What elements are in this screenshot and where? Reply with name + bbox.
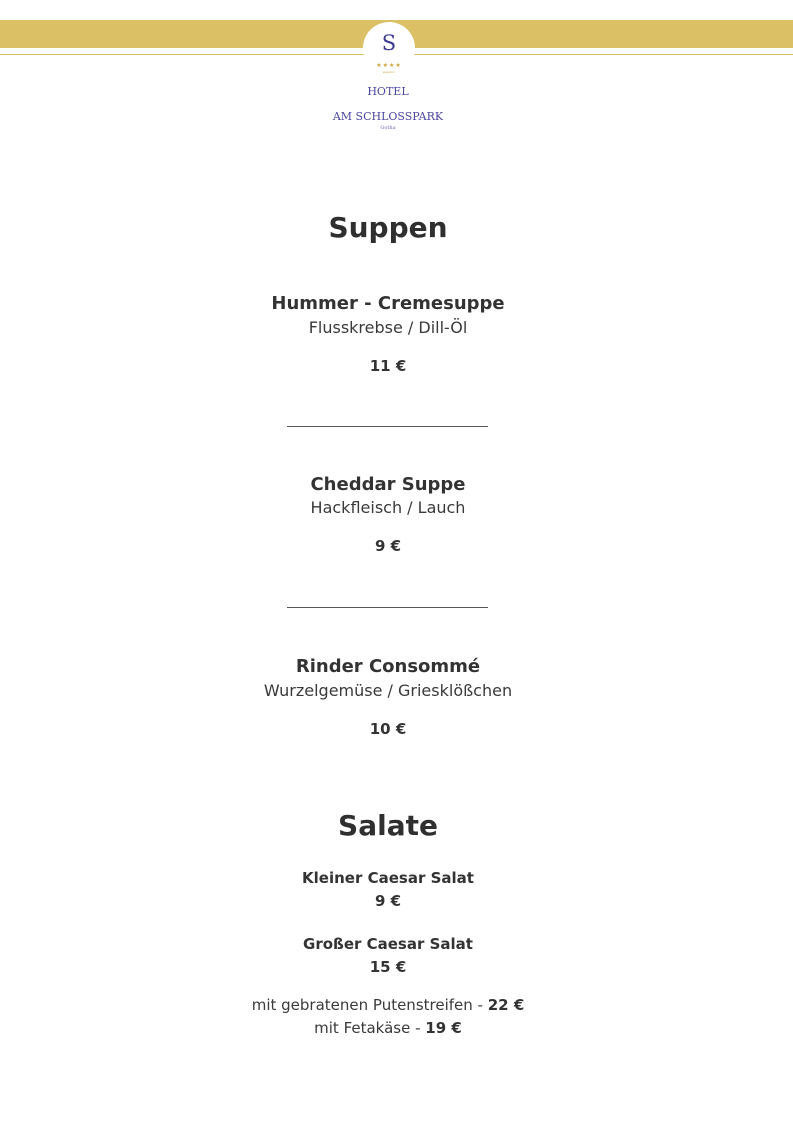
salad-extra-label: mit Fetakäse -: [314, 1019, 426, 1037]
section-title-soups: Suppen: [328, 211, 448, 244]
soup-item-name: Cheddar Suppe: [310, 474, 466, 495]
salad-extra-option: [0, 994, 776, 1016]
salad-item-price: 15 €: [369, 958, 407, 976]
soup-item-price: 11 €: [369, 357, 407, 375]
salad-item-price: 9 €: [374, 892, 402, 910]
section-title-salads: Salate: [338, 809, 438, 842]
salad-item-name: Großer Caesar Salat: [303, 935, 473, 953]
hotel-logo-city: Gotha: [380, 125, 396, 131]
salad-extra-price: 19 €: [425, 1019, 462, 1037]
menu-divider: [287, 426, 488, 427]
salad-extra-label: mit gebratenen Putenstreifen -: [251, 996, 488, 1014]
salad-extra-option: [0, 1017, 776, 1039]
menu-divider: [287, 607, 488, 608]
soup-item-desc: Hackfleisch / Lauch: [310, 498, 466, 517]
soup-item-price: 10 €: [369, 720, 407, 738]
soup-item-name: Hummer - Cremesuppe: [271, 293, 505, 314]
salad-extra-price: 22 €: [487, 996, 525, 1014]
soup-item-desc: Flusskrebse / Dill-Öl: [308, 318, 468, 337]
soup-item-name: Rinder Consommé: [295, 656, 481, 677]
soup-item-price: 9 €: [374, 537, 402, 555]
hotel-logo-line2: AM SCHLOSSPARK: [332, 110, 444, 123]
hotel-logo-line1: HOTEL: [367, 85, 409, 98]
hotel-logo-letter: S: [381, 31, 397, 55]
salad-item-name: Kleiner Caesar Salat: [302, 869, 474, 887]
soup-item-desc: Wurzelgemüse / Griesklößchen: [263, 681, 513, 700]
hotel-logo-stars: ★★★★: [376, 62, 402, 69]
hotel-logo-tagline: superior: [382, 70, 396, 74]
